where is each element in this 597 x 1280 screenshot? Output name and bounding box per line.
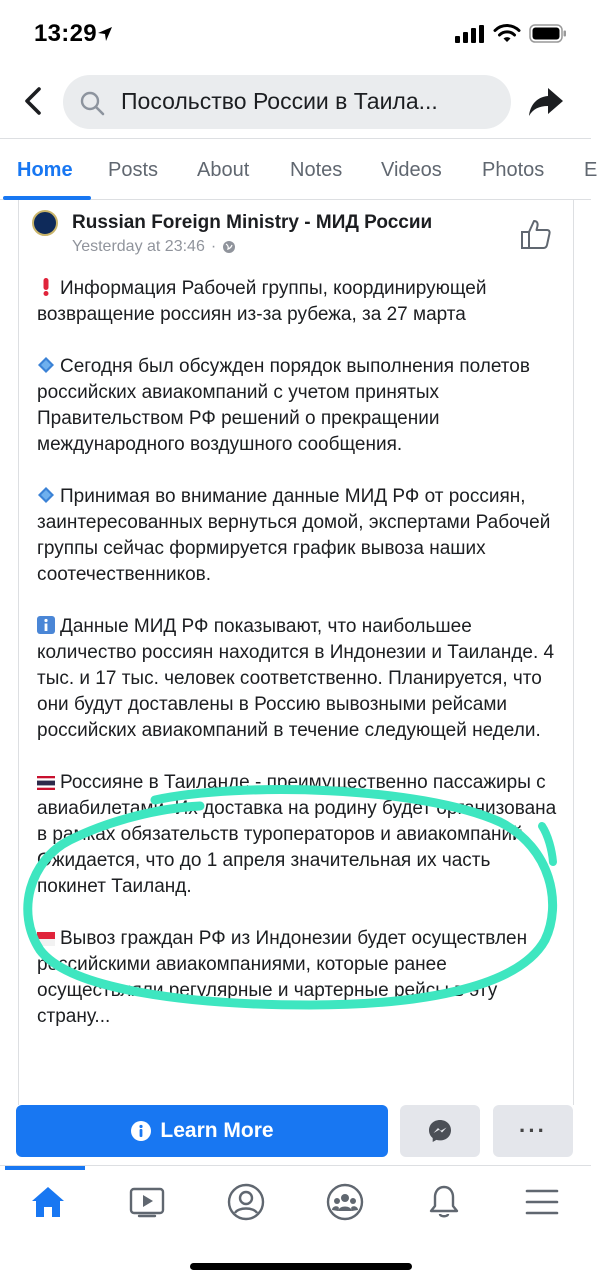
page-tabs — [0, 138, 597, 200]
thailand-flag-icon — [37, 772, 55, 790]
tab-home[interactable]: Home — [17, 159, 73, 181]
blue-diamond-icon — [37, 486, 55, 504]
nav-groups[interactable] — [323, 1182, 367, 1222]
like-thumb-icon[interactable] — [519, 218, 553, 250]
learn-more-label: Learn More — [160, 1119, 274, 1142]
wifi-icon — [494, 24, 520, 43]
tab-notes[interactable]: Notes — [290, 159, 343, 181]
search-header — [0, 68, 591, 138]
tab-videos[interactable]: Videos — [381, 159, 442, 181]
battery-icon — [529, 24, 567, 43]
more-options-button[interactable]: ··· — [493, 1105, 573, 1157]
location-arrow-icon — [97, 26, 113, 42]
post-paragraph — [37, 770, 561, 900]
messenger-icon — [427, 1118, 453, 1144]
active-nav-indicator — [5, 1166, 85, 1170]
nav-profile[interactable] — [224, 1182, 268, 1222]
post-paragraph — [37, 614, 561, 744]
bottom-nav-bar — [0, 1165, 591, 1280]
paragraph-text: Информация Рабочей группы, координирующей возвращение россиян из-за рубежа, за 27 марта — [37, 278, 487, 325]
post-timestamp[interactable]: Yesterday at 23:46 — [72, 238, 205, 255]
meta-separator: · — [210, 238, 217, 255]
paragraph-text: Вывоз граждан РФ из Индонезии будет осуществлен российскими авиакомпаниями, которые ранее осуществляли регулярные и чартерные рейсы в эту страну... — [37, 928, 528, 1027]
groups-icon — [326, 1183, 364, 1221]
post-paragraph — [37, 354, 561, 458]
post-paragraph — [37, 926, 561, 1030]
post-paragraph — [37, 484, 561, 588]
notifications-bell-icon — [428, 1184, 460, 1220]
tab-events-partial[interactable]: E — [584, 159, 597, 181]
post-meta — [72, 238, 236, 256]
indonesia-flag-icon — [37, 928, 55, 946]
menu-icon — [525, 1187, 559, 1217]
search-query-text: Посольство России в Таила... — [121, 88, 438, 114]
status-time: 13:29 — [34, 20, 97, 47]
globe-icon — [222, 240, 236, 254]
status-indicators — [455, 24, 567, 43]
profile-icon — [227, 1183, 265, 1221]
paragraph-text: Принимая во внимание данные МИД РФ от россиян, заинтересованных вернуться домой, экспертами Рабочей группы сейчас формируется график вывоза наших соотечественников. — [37, 486, 551, 585]
learn-more-button[interactable] — [16, 1105, 388, 1157]
watch-video-icon — [129, 1186, 165, 1218]
info-circle-icon — [130, 1120, 152, 1142]
nav-menu[interactable] — [520, 1182, 564, 1222]
status-bar — [0, 0, 591, 68]
tab-posts[interactable]: Posts — [108, 159, 159, 181]
share-arrow-icon[interactable] — [526, 82, 566, 122]
page-action-bar — [0, 1105, 591, 1165]
cellular-signal-icon — [455, 25, 485, 43]
blue-diamond-icon — [37, 356, 55, 374]
home-indicator-bar — [190, 1263, 412, 1270]
post-author[interactable]: Russian Foreign Ministry - МИД России — [72, 212, 433, 233]
paragraph-text: Россияне в Таиланде - преимущественно пассажиры с авиабилетами. Их доставка на родину будет организована в рамках обязательств туроператоров и авиакомпаний. Ожидается, что до 1 апреля значительная их часть покинет Таиланд. — [37, 772, 557, 897]
nav-notifications[interactable] — [422, 1182, 466, 1222]
nav-watch[interactable] — [125, 1182, 169, 1222]
tab-about[interactable]: About — [197, 159, 250, 181]
post-paragraph — [37, 276, 561, 328]
page-avatar[interactable] — [32, 210, 58, 236]
back-arrow-icon[interactable] — [18, 84, 48, 118]
nav-home[interactable] — [26, 1182, 70, 1222]
tab-photos[interactable]: Photos — [482, 159, 545, 181]
post-text — [37, 276, 561, 1056]
post-card — [18, 200, 574, 1105]
search-icon — [79, 90, 105, 116]
paragraph-text: Сегодня был обсужден порядок выполнения полетов российских авиакомпаний с учетом принятых Правительством РФ решений о прекращении международного воздушного сообщения. — [37, 356, 530, 455]
search-bar[interactable] — [63, 75, 511, 129]
home-icon — [30, 1185, 66, 1219]
messenger-button[interactable] — [400, 1105, 480, 1157]
paragraph-text: Данные МИД РФ показывают, что наибольшее количество россиян находится в Индонезии и Таиланде. 4 тыс. и 17 тыс. человек соответственно. Планируется, что они будут доставлены в Россию вывозными рейсами российских авиакомпаний в течение следующей недели. — [37, 616, 555, 741]
red-exclamation-icon — [37, 278, 55, 296]
info-icon — [37, 616, 55, 634]
